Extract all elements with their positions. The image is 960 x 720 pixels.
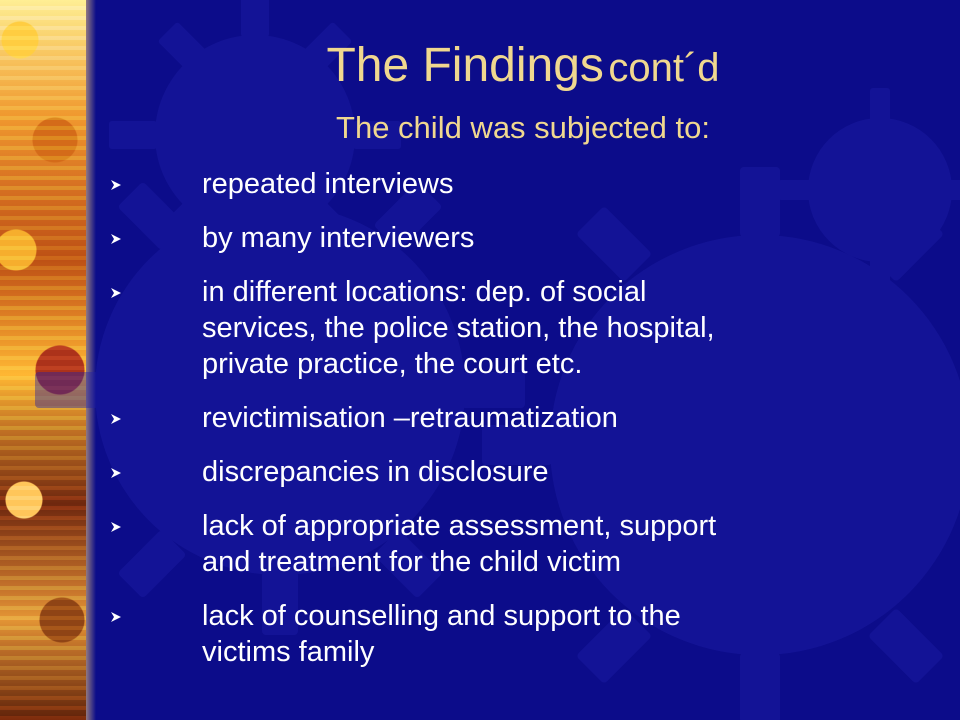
- bullet-item-many-interviewers: [110, 220, 930, 256]
- bullet-text: in different locations: dep. of social services, the police station, the hospital, private practice, the court etc.: [202, 276, 715, 380]
- bullet-text: by many interviewers: [202, 222, 475, 254]
- slide-subtitle: The child was subjected to:: [336, 110, 710, 145]
- bullet-item-different-locations: [110, 274, 930, 382]
- slide-title: [86, 39, 960, 92]
- bullet-item-revictimisation: [110, 400, 930, 436]
- bullet-item-lack-assessment: [110, 508, 930, 580]
- bullet-text: repeated interviews: [202, 168, 454, 200]
- bullet-arrow-icon: [110, 233, 122, 245]
- decorative-left-strip: [0, 0, 86, 720]
- bullet-item-discrepancies: [110, 454, 930, 490]
- slide-title-main: The Findings: [326, 39, 604, 92]
- bullet-item-lack-counselling: [110, 598, 930, 670]
- bullet-arrow-icon: [110, 467, 122, 479]
- bullet-arrow-icon: [110, 521, 122, 533]
- bullet-arrow-icon: [110, 287, 122, 299]
- bullet-text: revictimisation –retraumatization: [202, 402, 618, 434]
- bullet-text: lack of appropriate assessment, support and treatment for the child victim: [202, 510, 717, 578]
- slide-title-contd: cont´d: [608, 46, 720, 90]
- bullet-list: [110, 166, 930, 670]
- bullet-text: lack of counselling and support to the victims family: [202, 600, 681, 668]
- slide-content: [86, 0, 960, 720]
- bullet-arrow-icon: [110, 611, 122, 623]
- bullet-arrow-icon: [110, 179, 122, 191]
- bullet-text: discrepancies in disclosure: [202, 456, 549, 488]
- bullet-arrow-icon: [110, 413, 122, 425]
- bullet-item-repeated-interviews: [110, 166, 930, 202]
